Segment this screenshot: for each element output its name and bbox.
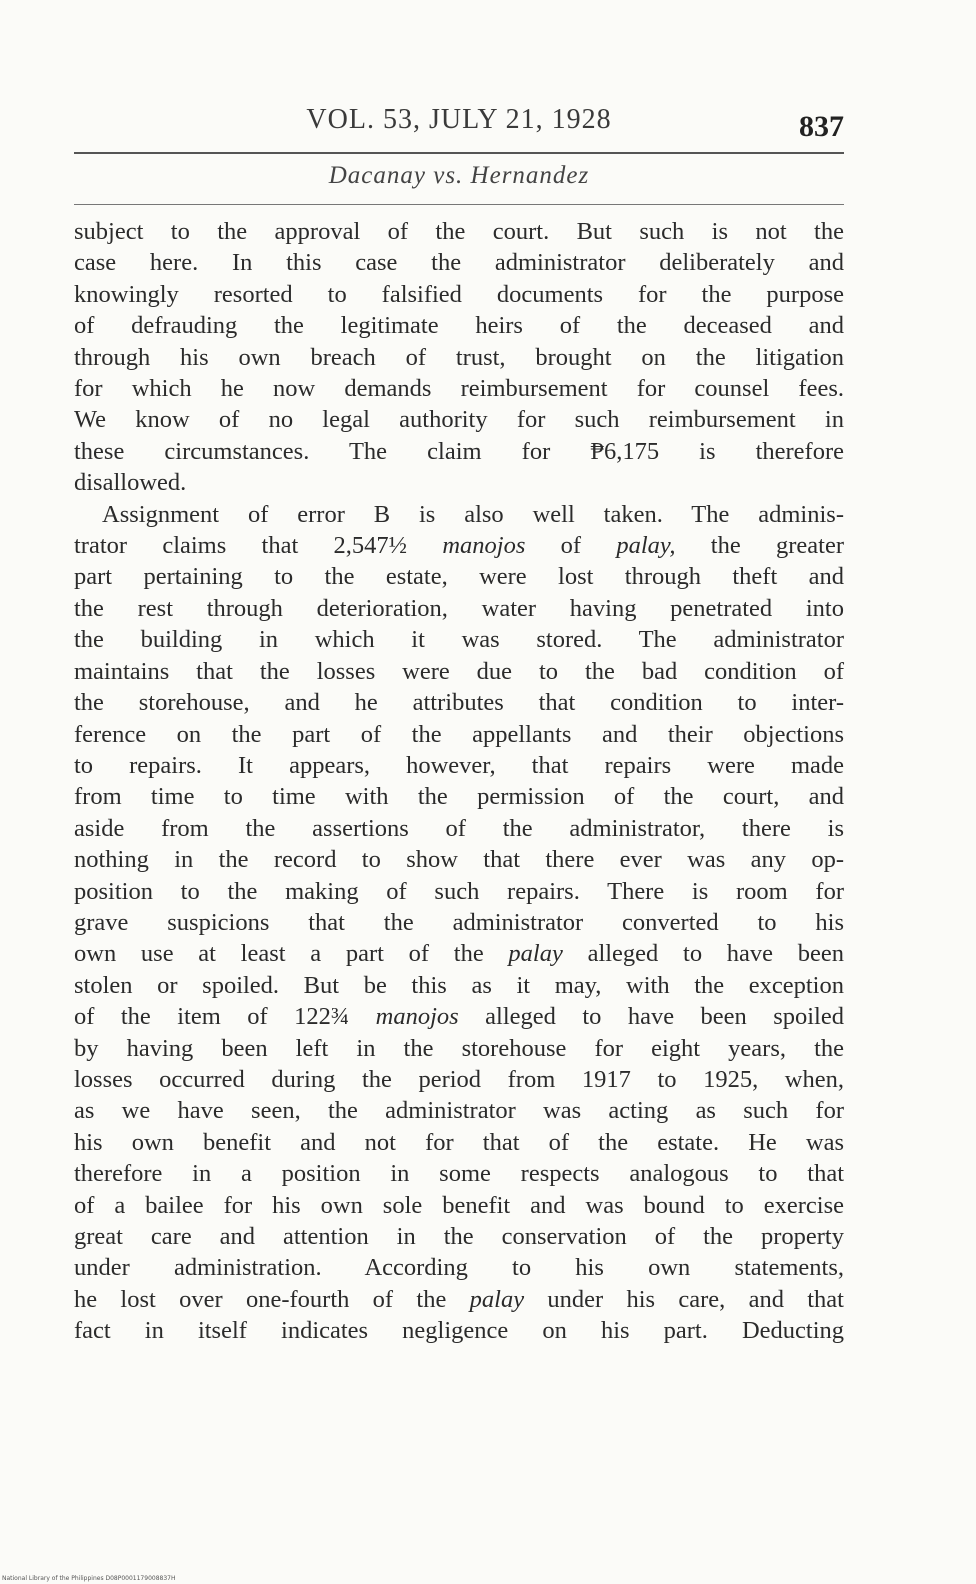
text-line xyxy=(74,310,844,341)
text-segment: the storehouse, and he attributes that condition to inter- xyxy=(74,689,844,717)
text-segment: for which he now demands reimbursement for counsel fees. xyxy=(74,375,844,403)
text-line xyxy=(74,1001,844,1032)
text-line xyxy=(74,938,844,969)
text-line xyxy=(74,781,844,812)
text-segment: from time to time with the permission of the court, and xyxy=(74,783,844,811)
text-line xyxy=(74,279,844,310)
archive-stamp: National Library of the Philippines D08P0001179008837H xyxy=(2,1575,176,1582)
text-segment: great care and attention in the conservation of the property xyxy=(74,1223,844,1250)
text-line xyxy=(74,970,844,1001)
text-segment: the building in which it was stored. The administrator xyxy=(74,626,844,654)
text-segment: We know of no legal authority for such reimbursement in xyxy=(74,406,844,434)
text-line xyxy=(74,404,844,435)
text-line xyxy=(74,907,844,938)
text-line xyxy=(74,1064,844,1095)
text-line xyxy=(74,656,844,687)
text-line xyxy=(74,1127,844,1158)
text-segment: losses occurred during the period from 1917 to 1925, when, xyxy=(74,1065,844,1093)
text-line xyxy=(74,876,844,907)
text-segment: knowingly resorted to falsified documents for the purpose xyxy=(74,280,844,308)
text-segment: of a bailee for his own sole benefit and was bound to exercise xyxy=(74,1191,844,1219)
text-segment: disallowed. xyxy=(74,469,187,497)
text-line xyxy=(74,624,844,655)
text-segment: part pertaining to the estate, were lost through theft and xyxy=(74,563,844,591)
text-segment: maintains that the losses were due to the bad condition of xyxy=(74,657,844,685)
text-segment: his own benefit and not for that of the estate. He was xyxy=(74,1128,844,1156)
text-line xyxy=(74,1221,844,1252)
italic-term: manojos xyxy=(442,532,526,560)
text-segment: of the item of 122¾ xyxy=(74,1003,376,1031)
text-line xyxy=(74,1315,844,1346)
text-line xyxy=(74,1284,844,1315)
text-line xyxy=(74,719,844,750)
text-segment: as we have seen, the administrator was acting as such for xyxy=(74,1097,844,1125)
text-line xyxy=(74,1033,844,1064)
text-line xyxy=(74,687,844,718)
text-segment: subject to the approval of the court. But such is not the xyxy=(74,218,844,245)
text-line xyxy=(74,373,844,404)
text-segment: the rest through deterioration, water having penetrated into xyxy=(74,594,844,622)
italic-term: palay, xyxy=(616,532,676,560)
page-header xyxy=(74,104,844,148)
header-rule xyxy=(74,152,844,154)
text-segment: of xyxy=(525,532,617,560)
text-line xyxy=(74,1095,844,1126)
italic-term: palay xyxy=(508,940,563,968)
text-line xyxy=(74,216,844,247)
text-segment: fact in itself indicates negligence on his part. Deducting xyxy=(74,1317,844,1345)
title-rule xyxy=(74,204,844,205)
text-segment: these circumstances. The claim for ₱6,175 is therefore xyxy=(74,437,844,465)
text-line xyxy=(74,1252,844,1283)
text-line xyxy=(74,467,844,498)
text-segment: case here. In this case the administrator deliberately and xyxy=(74,249,844,277)
body-text xyxy=(74,216,844,1347)
text-segment: Assignment of error B is also well taken. The adminis- xyxy=(102,500,844,528)
text-segment: the greater xyxy=(675,532,844,560)
text-segment: aside from the assertions of the administrator, there is xyxy=(74,814,844,842)
text-segment: he lost over one-fourth of the xyxy=(74,1285,470,1313)
italic-term: palay xyxy=(469,1285,525,1313)
text-line xyxy=(74,436,844,467)
text-segment: position to the making of such repairs. There is room for xyxy=(74,877,844,905)
text-segment: trator claims that 2,547½ xyxy=(74,532,443,560)
text-segment: under his care, and that xyxy=(524,1285,844,1313)
text-segment: by having been left in the storehouse for eight years, the xyxy=(74,1034,844,1062)
case-title: Dacanay vs. Hernandez xyxy=(328,162,590,189)
text-line xyxy=(74,561,844,592)
text-segment: ference on the part of the appellants and their objections xyxy=(74,720,844,748)
text-line xyxy=(74,342,844,373)
text-segment: therefore in a position in some respects analogous to that xyxy=(74,1160,844,1188)
text-segment: of defrauding the legitimate heirs of the deceased and xyxy=(74,312,844,340)
page-number: 837 xyxy=(799,110,844,143)
text-line xyxy=(74,1158,844,1189)
text-line xyxy=(74,844,844,875)
text-segment: own use at least a part of the xyxy=(74,940,509,968)
volume-date-heading: VOL. 53, JULY 21, 1928 xyxy=(306,104,612,135)
text-segment: through his own breach of trust, brought on the litigation xyxy=(74,343,844,371)
text-line xyxy=(74,593,844,624)
text-segment: to repairs. It appears, however, that repairs were made xyxy=(74,751,844,779)
text-segment: alleged to have been xyxy=(562,940,844,968)
text-segment: stolen or spoiled. But be this as it may, with the exception xyxy=(74,971,844,999)
text-segment: nothing in the record to show that there ever was any op- xyxy=(74,846,844,874)
text-line xyxy=(74,530,844,561)
text-segment: under administration. According to his own statements, xyxy=(74,1254,844,1282)
text-line xyxy=(74,499,844,530)
text-segment: grave suspicions that the administrator converted to his xyxy=(74,908,844,936)
text-segment: alleged to have been spoiled xyxy=(458,1003,844,1031)
text-line xyxy=(74,1190,844,1221)
text-line xyxy=(74,813,844,844)
text-line xyxy=(74,750,844,781)
text-line xyxy=(74,247,844,278)
italic-term: manojos xyxy=(375,1003,459,1031)
